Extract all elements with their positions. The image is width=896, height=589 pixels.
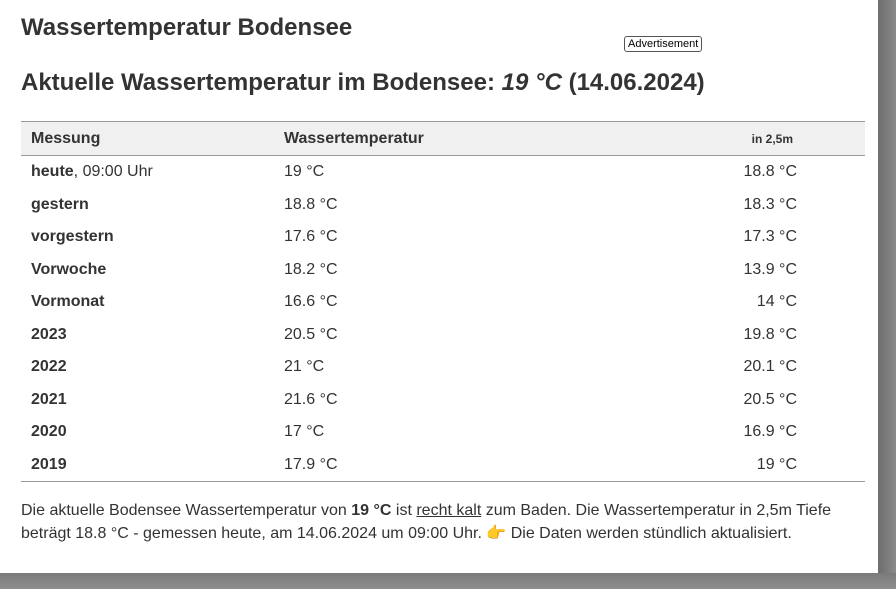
row-water-temperature: 16.6 °C [284, 293, 338, 311]
table-row [21, 351, 865, 384]
table-row [21, 221, 865, 254]
row-measurement [21, 384, 284, 417]
row-measurement [21, 286, 284, 319]
row-label: Vorwoche [31, 260, 107, 278]
row-water-temperature: 17 °C [284, 423, 325, 441]
summary-paragraph [21, 500, 856, 545]
row-water-temperature: 18.8 °C [284, 195, 338, 213]
heading-temperature: 19 °C [501, 69, 562, 96]
table-row [21, 254, 865, 287]
row-label: 2021 [31, 390, 67, 408]
row-depth-temperature: 16.9 °C [743, 423, 797, 441]
row-water-temperature: 21.6 °C [284, 390, 338, 408]
row-label-suffix: , 09:00 Uhr [73, 163, 153, 181]
row-measurement [21, 221, 284, 254]
summary-text-2: ist [391, 502, 417, 519]
table-row [21, 449, 865, 482]
row-label: vorgestern [31, 228, 114, 246]
row-label: 2022 [31, 358, 67, 376]
row-water-temperature: 21 °C [284, 358, 325, 376]
row-water-temperature: 17.9 °C [284, 455, 338, 473]
page-heading [21, 69, 705, 97]
row-depth-temperature: 17.3 °C [743, 228, 797, 246]
row-depth-temperature: 20.5 °C [743, 390, 797, 408]
row-measurement [21, 449, 284, 482]
pointing-hand-icon: 👉 [486, 524, 507, 542]
advertisement-badge[interactable]: Advertisement [624, 36, 702, 52]
summary-text-1: Die aktuelle Bodensee Wassertemperatur von [21, 502, 352, 519]
row-depth-temperature: 18.8 °C [743, 163, 797, 181]
frame-shadow-right [878, 0, 896, 589]
table-row [21, 416, 865, 449]
table-row [21, 189, 865, 222]
row-depth-temperature: 19 °C [756, 455, 797, 473]
temperature-table [21, 121, 865, 482]
row-depth-temperature: 20.1 °C [743, 358, 797, 376]
table-row [21, 156, 865, 189]
row-measurement [21, 189, 284, 222]
row-label: 2019 [31, 455, 67, 473]
row-depth-temperature: 14 °C [756, 293, 797, 311]
row-label: Vormonat [31, 293, 105, 311]
recht-kalt-link[interactable]: recht kalt [416, 502, 482, 519]
row-water-temperature: 17.6 °C [284, 228, 338, 246]
table-row [21, 384, 865, 417]
header-water-temperature: Wassertemperatur [284, 129, 424, 147]
table-row [21, 286, 865, 319]
row-measurement [21, 254, 284, 287]
table-row [21, 319, 865, 352]
table-header [21, 122, 865, 156]
frame-shadow-bottom [0, 573, 896, 589]
row-water-temperature: 18.2 °C [284, 260, 338, 278]
row-water-temperature: 19 °C [284, 163, 325, 181]
row-label: gestern [31, 195, 89, 213]
row-depth-temperature: 18.3 °C [743, 195, 797, 213]
row-measurement [21, 416, 284, 449]
summary-text-4: Die Daten werden stündlich aktualisiert. [506, 524, 792, 542]
table-body [21, 156, 865, 482]
summary-temperature: 19 °C [351, 502, 392, 519]
heading-prefix: Aktuelle Wassertemperatur im Bodensee: [21, 69, 502, 96]
summary-text-3: zum Baden. Die Wassertemperatur in 2,5m Tiefe beträgt 18.8 °C - gemessen heute, am 14.06.2024 um 09:00 Uhr. [21, 502, 832, 542]
table-header-row [21, 122, 865, 156]
row-depth-temperature: 13.9 °C [743, 260, 797, 278]
row-measurement [21, 156, 284, 189]
row-label: heute [31, 163, 74, 181]
row-water-temperature: 20.5 °C [284, 325, 338, 343]
row-label: 2023 [31, 325, 67, 343]
header-depth: in 2,5m [751, 131, 793, 146]
site-title: Wassertemperatur Bodensee [21, 14, 353, 41]
row-measurement [21, 319, 284, 352]
row-depth-temperature: 19.8 °C [743, 325, 797, 343]
header-measurement: Messung [31, 129, 101, 147]
row-label: 2020 [31, 423, 67, 441]
row-measurement [21, 351, 284, 384]
heading-date: (14.06.2024) [561, 69, 705, 96]
